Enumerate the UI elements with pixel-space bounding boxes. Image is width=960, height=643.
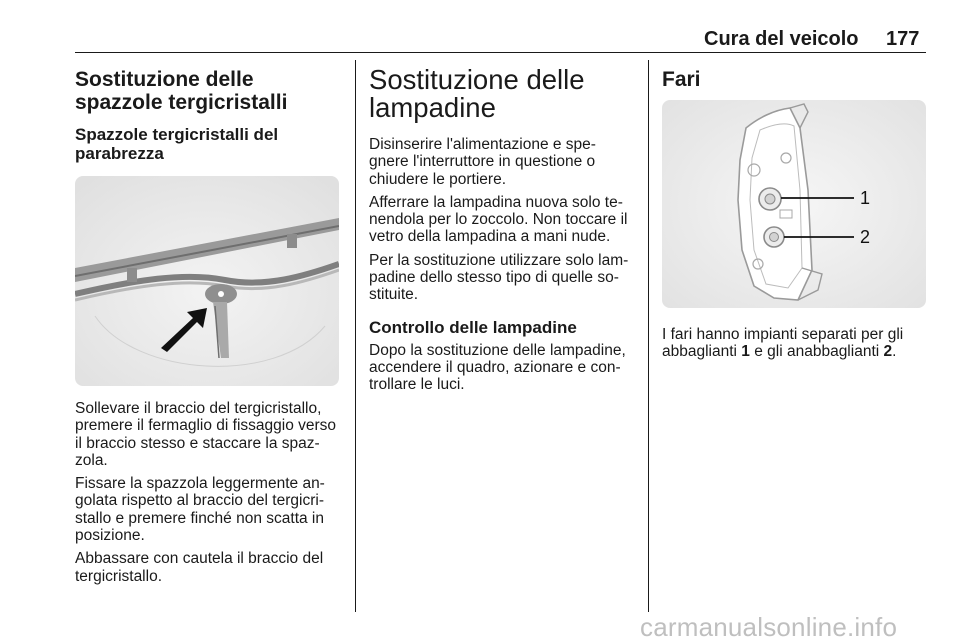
column-divider-left xyxy=(355,60,356,612)
column-wipers-text xyxy=(75,400,341,585)
column-divider-right xyxy=(648,60,649,612)
text-fragment: e gli anabbaglianti xyxy=(749,343,884,361)
header-rule xyxy=(75,52,926,53)
paragraph xyxy=(662,326,928,361)
figure-label-2: 2 xyxy=(860,227,871,247)
section-title-headlights: Fari xyxy=(662,68,701,91)
headlight-illustration xyxy=(662,100,926,308)
paragraph: Sollevare il braccio del tergicristallo, premere il fermaglio di fissaggio verso il braccio stesso e staccare la spaz-zola. xyxy=(75,400,337,469)
wiper-illustration xyxy=(75,176,339,386)
paragraph: Disinserire l'alimentazione e spe-gnere l'interruttore in questione o chiudere le portiere. xyxy=(369,136,596,188)
label-ref-2: 2 xyxy=(883,343,893,361)
section-title-wipers: Sostituzione delle spazzole tergicristalli xyxy=(75,68,288,114)
paragraph: Abbassare con cautela il braccio del tergicristallo. xyxy=(75,550,324,585)
watermark: carmanualsonline.info xyxy=(640,612,898,642)
paragraph: Afferrare la lampadina nuova solo te-nendola per lo zoccolo. Non toccare il vetro della lampadina a mani nude. xyxy=(369,193,628,246)
column-headlights-text xyxy=(662,326,928,361)
subsection-title-windscreen: Spazzole tergicristalli del parabrezza xyxy=(75,125,279,163)
label-ref-1: 1 xyxy=(741,343,750,361)
subsection-title-bulb-check: Controllo delle lampadine xyxy=(369,317,577,337)
text-fragment: . xyxy=(892,343,897,361)
column-bulbs xyxy=(369,66,635,394)
figure-label-1: 1 xyxy=(860,188,871,208)
paragraph: Per la sostituzione utilizzare solo lam-padine dello stesso tipo di quelle so-stituite. xyxy=(369,251,629,304)
column-headlights xyxy=(662,66,928,91)
column-wipers xyxy=(75,66,341,163)
text-fragment: I fari hanno impianti separati per gli abbaglianti xyxy=(662,326,904,361)
page-number: 177 xyxy=(886,28,920,50)
page-header-title: Cura del veicolo xyxy=(704,28,859,50)
paragraph: Fissare la spazzola leggermente an-golata rispetto al braccio del tergicri-stallo e premere finché non scatta in posizione. xyxy=(75,475,325,545)
section-title-bulbs: Sostituzione delle lampadine xyxy=(369,64,585,123)
paragraph: Dopo la sostituzione delle lampadine, accendere il quadro, azionare e con-trollare le luci. xyxy=(369,341,626,394)
